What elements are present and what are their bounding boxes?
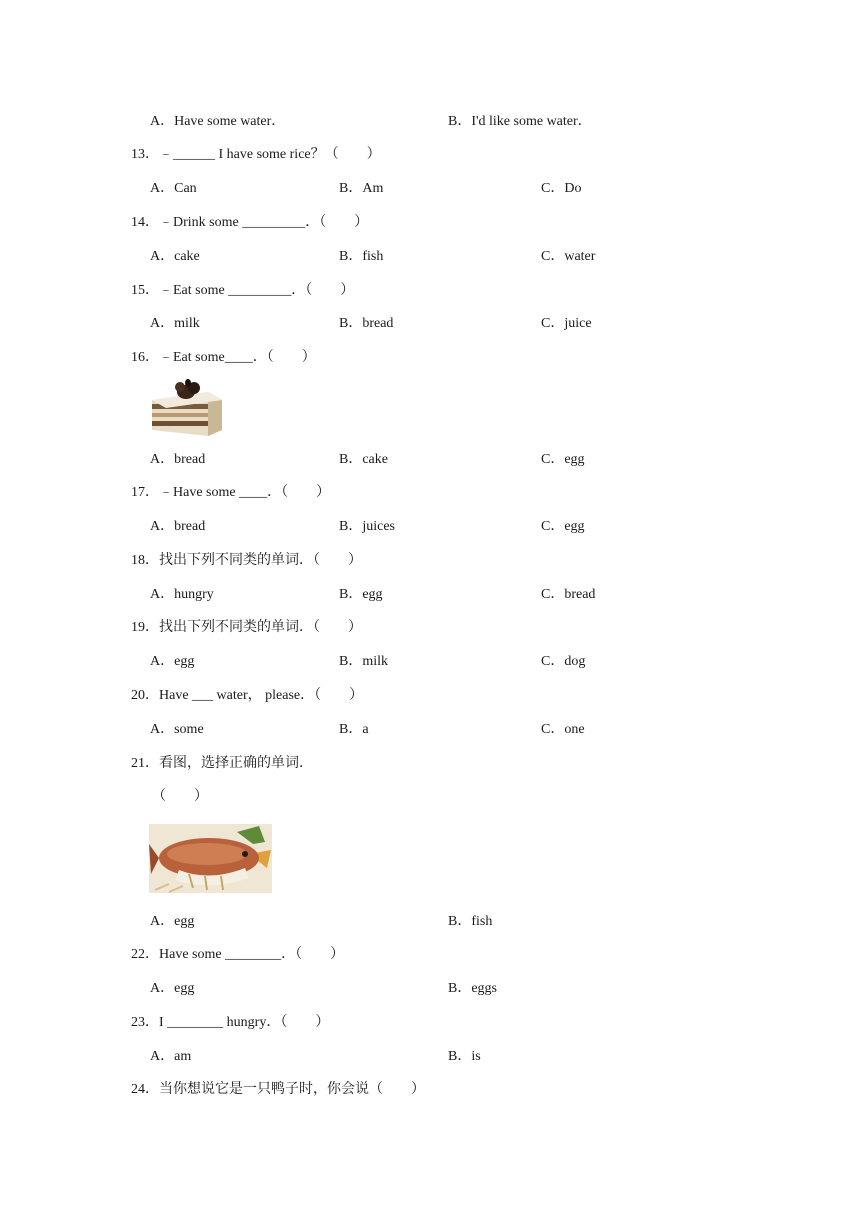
option-b: B．cake bbox=[339, 452, 388, 467]
option-a: A．Can bbox=[150, 181, 197, 196]
option-a: A．egg bbox=[150, 654, 195, 669]
option-b: B．egg bbox=[339, 587, 383, 602]
option-a: A．cake bbox=[150, 249, 200, 264]
question-21: 21．看图，选择正确的单词． bbox=[131, 756, 313, 771]
answer-parentheses: （ ） bbox=[152, 789, 208, 804]
cake-image bbox=[148, 378, 226, 438]
option-a: A．egg bbox=[150, 981, 195, 996]
question-13: 13．﹣______ I have some rice？（ ） bbox=[131, 147, 381, 162]
question-23: 23．I ________ hungry．（ ） bbox=[131, 1015, 330, 1030]
option-b: B．Am bbox=[339, 181, 384, 196]
option-b: B．bread bbox=[339, 316, 394, 331]
question-19: 19．找出下列不同类的单词．（ ） bbox=[131, 620, 362, 635]
option-b: B．I'd like some water． bbox=[448, 114, 592, 129]
option-c: C．water bbox=[541, 249, 596, 264]
option-c: C．dog bbox=[541, 654, 586, 669]
option-a: A．am bbox=[150, 1049, 192, 1064]
option-b: B．fish bbox=[448, 914, 493, 929]
question-20: 20．Have ___ water， please．（ ） bbox=[131, 688, 364, 703]
fish-icon bbox=[149, 824, 272, 893]
question-16: 16．﹣Eat some____．（ ） bbox=[131, 350, 316, 365]
option-c: C．egg bbox=[541, 519, 585, 534]
option-a: A．bread bbox=[150, 452, 206, 467]
question-15: 15．﹣Eat some _________．（ ） bbox=[131, 283, 355, 298]
cake-icon bbox=[148, 378, 226, 438]
option-c: C．juice bbox=[541, 316, 592, 331]
option-a: A．Have some water． bbox=[150, 114, 286, 129]
option-a: A．hungry bbox=[150, 587, 214, 602]
option-c: C．bread bbox=[541, 587, 596, 602]
option-b: B．a bbox=[339, 722, 369, 737]
option-c: C．egg bbox=[541, 452, 585, 467]
question-24: 24．当你想说它是一只鸭子时，你会说（ ） bbox=[131, 1082, 425, 1097]
fish-image bbox=[149, 824, 272, 893]
option-b: B．is bbox=[448, 1049, 481, 1064]
option-c: C．Do bbox=[541, 181, 582, 196]
option-a: A．some bbox=[150, 722, 204, 737]
option-b: B．eggs bbox=[448, 981, 497, 996]
question-17: 17．﹣Have some ____．（ ） bbox=[131, 485, 331, 500]
option-b: B．fish bbox=[339, 249, 384, 264]
option-b: B．milk bbox=[339, 654, 389, 669]
question-22: 22．Have some ________．（ ） bbox=[131, 947, 345, 962]
option-c: C．one bbox=[541, 722, 585, 737]
option-b: B．juices bbox=[339, 519, 395, 534]
option-a: A．bread bbox=[150, 519, 206, 534]
question-18: 18．找出下列不同类的单词．（ ） bbox=[131, 553, 362, 568]
question-14: 14．﹣Drink some _________．（ ） bbox=[131, 215, 369, 230]
option-a: A．milk bbox=[150, 316, 200, 331]
option-a: A．egg bbox=[150, 914, 195, 929]
